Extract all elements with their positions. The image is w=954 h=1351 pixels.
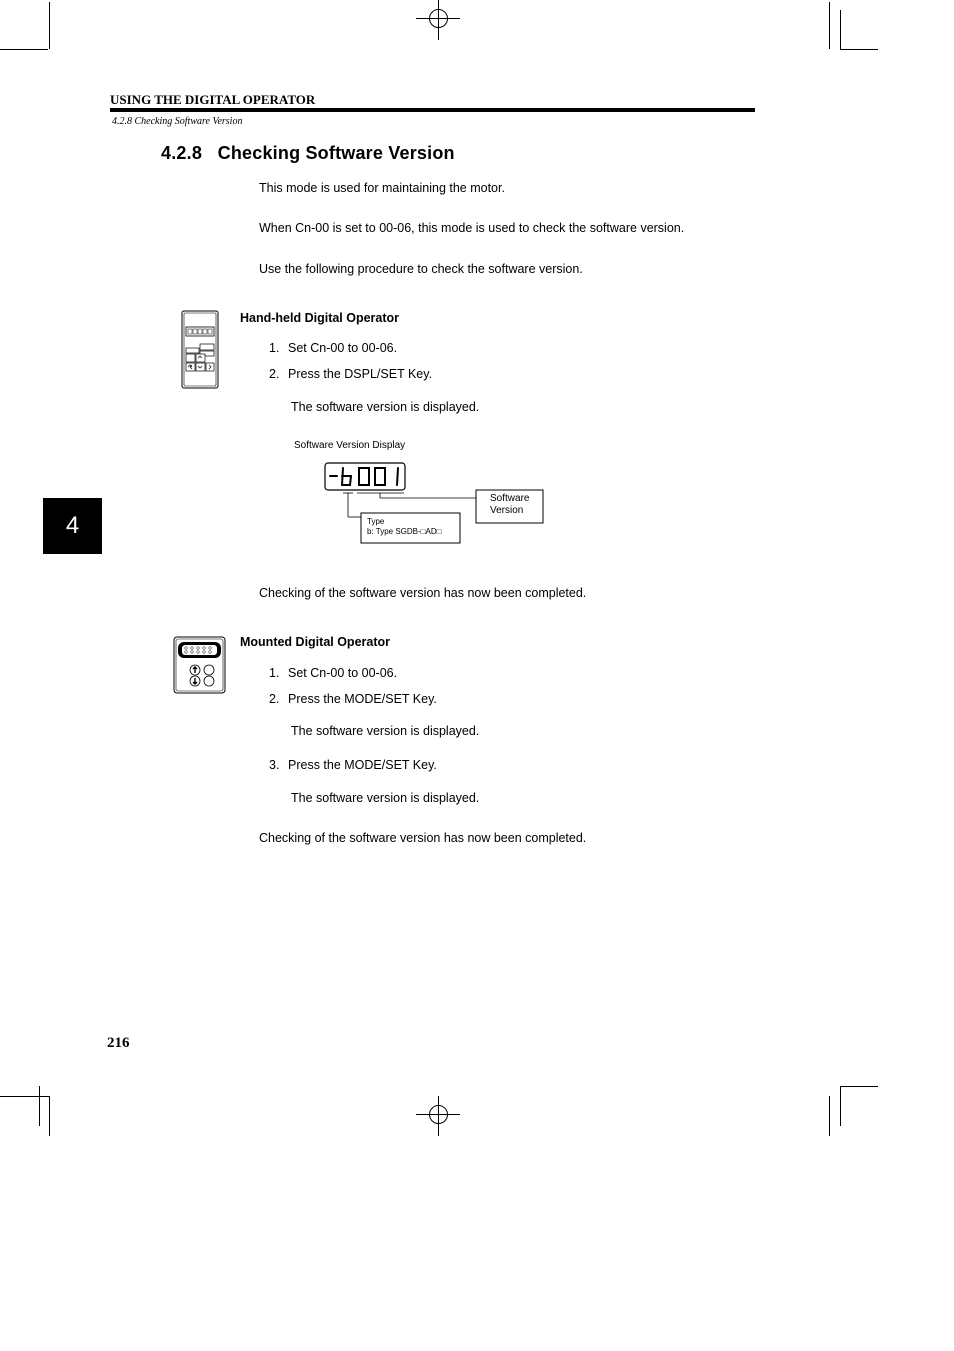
step-number: 2. (269, 367, 280, 381)
section-number: 4.2.8 (161, 143, 203, 163)
result-text: The software version is displayed. (291, 400, 480, 414)
step-text: Set Cn-00 to 00-06. (288, 666, 398, 680)
handheld-operator-icon (180, 310, 220, 390)
step-number: 1. (269, 666, 280, 680)
handheld-heading: Hand-held Digital Operator (240, 311, 400, 325)
mounted-heading: Mounted Digital Operator (240, 635, 390, 649)
figure-caption: Software Version Display (294, 440, 406, 451)
completion-text: Checking of the software version has now been completed. (259, 586, 587, 600)
step-number: 2. (269, 692, 280, 706)
section-title (161, 143, 455, 164)
software-version-label: Software Version (490, 493, 530, 516)
completion-text: Checking of the software version has now been completed. (259, 831, 587, 845)
page-number: 216 (107, 1035, 130, 1051)
intro-paragraph: Use the following procedure to check the software version. (259, 262, 583, 276)
header-title: USING THE DIGITAL OPERATOR (110, 92, 316, 107)
breadcrumb: 4.2.8 Checking Software Version (112, 116, 243, 127)
chapter-tab: 4 (43, 498, 102, 554)
step-text: Press the MODE/SET Key. (288, 758, 437, 772)
step-number: 3. (269, 758, 280, 772)
step-number: 1. (269, 341, 280, 355)
header-rule (110, 108, 755, 112)
step-text: Set Cn-00 to 00-06. (288, 341, 398, 355)
intro-paragraph: When Cn-00 is set to 00-06, this mode is used to check the software version. (259, 221, 685, 235)
step-text: Press the MODE/SET Key. (288, 692, 437, 706)
result-text: The software version is displayed. (291, 724, 480, 738)
intro-paragraph: This mode is used for maintaining the motor. (259, 181, 505, 195)
section-title-text: Checking Software Version (217, 143, 455, 163)
type-label: Type b: Type SGDB-□AD□ (367, 517, 442, 536)
mounted-operator-icon (172, 635, 228, 695)
step-text: Press the DSPL/SET Key. (288, 367, 433, 381)
result-text: The software version is displayed. (291, 791, 480, 805)
